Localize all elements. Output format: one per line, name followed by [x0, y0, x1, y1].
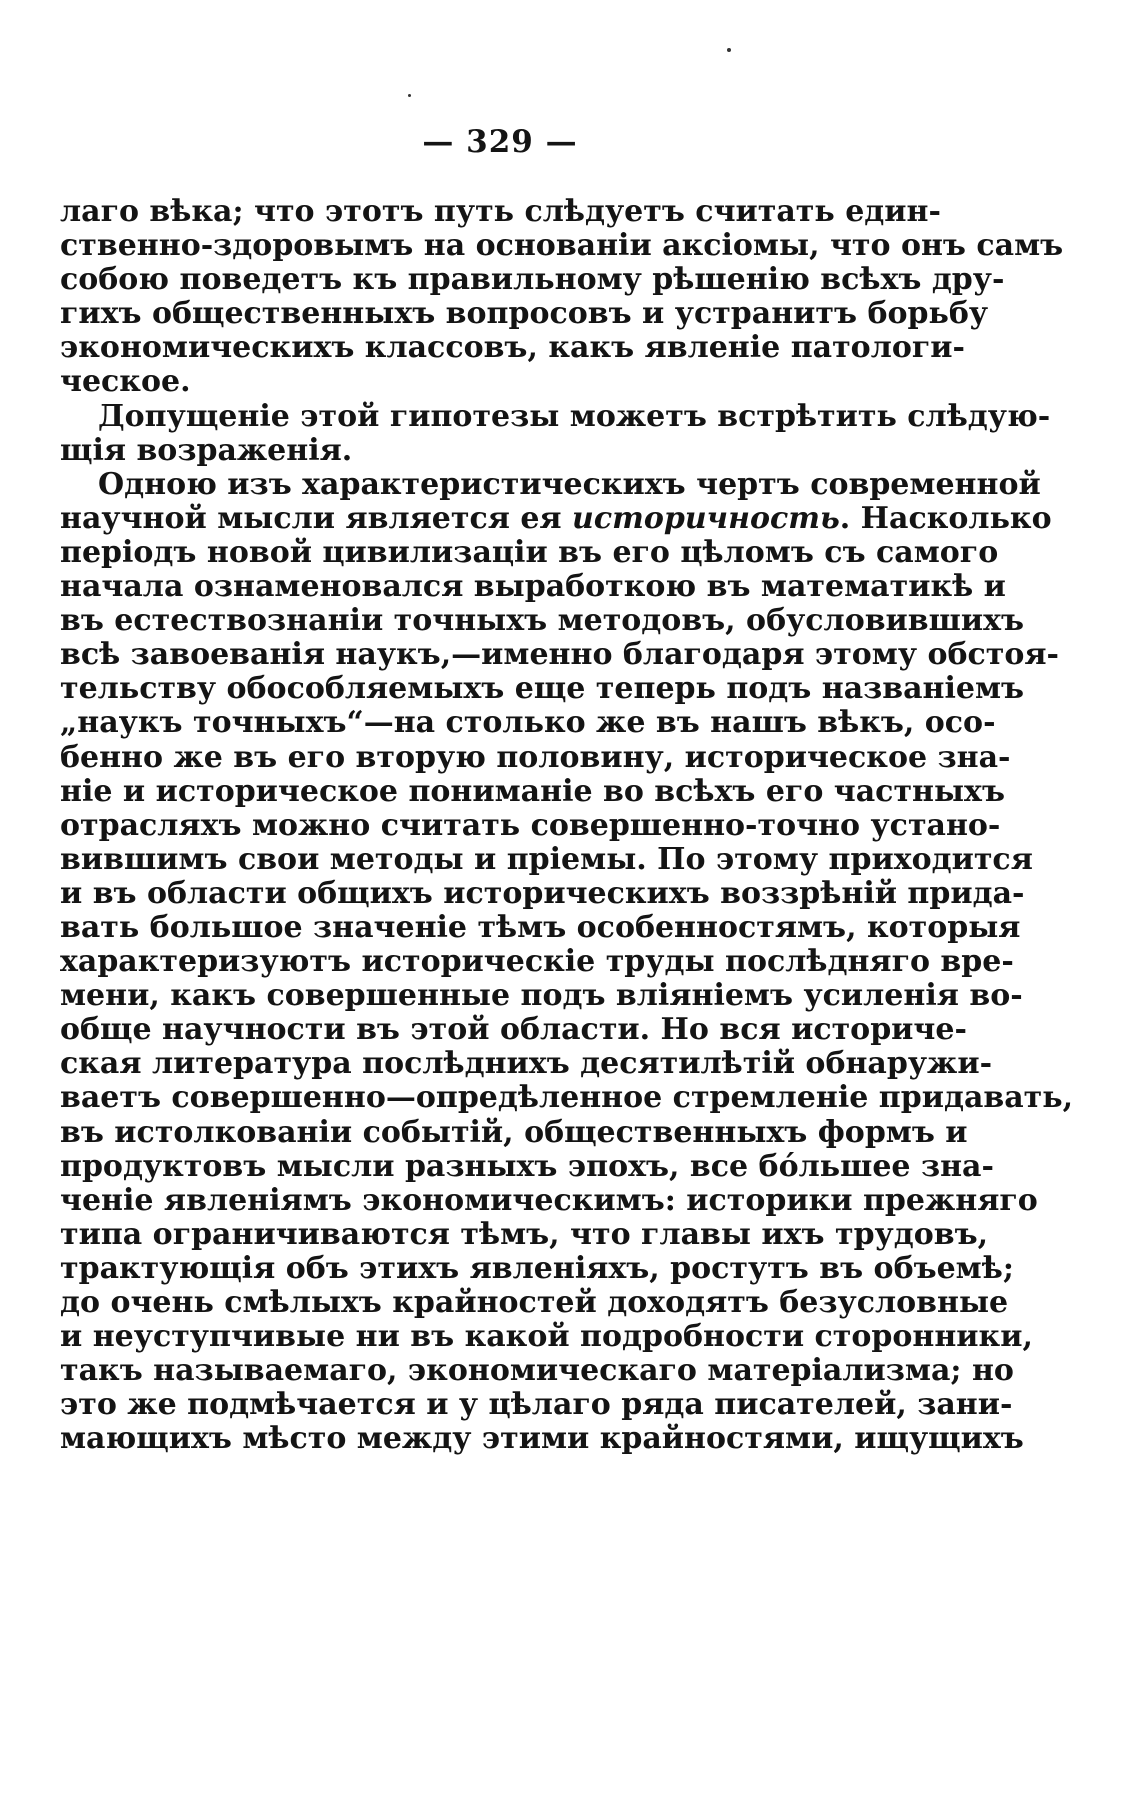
text-line: щiя возраженiя.	[60, 432, 353, 468]
text-line: обще научности въ этой области. Но вся историче-	[60, 1012, 967, 1048]
text-line: „наукъ точныхъ“—на столько же въ нашъ вѣкъ, осо-	[60, 705, 996, 741]
text-line: мающихъ мѣсто между этими крайностями, ищущихъ	[60, 1421, 1024, 1457]
text-line: до очень смѣлыхъ крайностей доходятъ безусловные	[60, 1285, 1009, 1320]
text-line: гихъ общественныхъ вопросовъ и устранитъ борьбу	[60, 296, 989, 332]
text-line: экономическихъ классовъ, какъ явленiе патологи-	[60, 330, 965, 366]
text-line: продуктовъ мысли разныхъ эпохъ, все бóльшее зна-	[60, 1148, 994, 1184]
text-line: лаго вѣка; что этотъ путь слѣдуетъ считать един-	[60, 194, 941, 229]
text-line: ваетъ совершенно—опредѣленное стремленiе придавать,	[60, 1080, 1074, 1116]
text-line: отрасляхъ можно считать совершенно-точно устано-	[60, 807, 1001, 843]
text-line: начала ознаменовался выработкою въ математикѣ и	[60, 569, 1006, 605]
speck	[408, 94, 411, 97]
text-line: Допущенiе этой гипотезы можетъ встрѣтить слѣдую-	[98, 398, 1051, 434]
text-line: и въ области общихъ историческихъ воззрѣнiй прида-	[60, 875, 1025, 911]
body-text	[60, 194, 1074, 1457]
text-line: типа ограничиваются тѣмъ, что главы ихъ трудовъ,	[60, 1216, 989, 1252]
page-number: — 329 —	[422, 124, 578, 160]
text-line: ская литература послѣднихъ десятилѣтiй обнаружи-	[60, 1046, 993, 1082]
text-line: ственно-здоровымъ на основанiи аксiомы, что онъ самъ	[60, 228, 1064, 264]
text-line: характеризуютъ историческiе труды послѣдняго вре-	[60, 944, 1014, 980]
text-line: ческое.	[60, 364, 191, 400]
text-line: въ естествознанiи точныхъ методовъ, обусловившихъ	[60, 603, 1025, 639]
text-line: перiодъ новой цивилизацiи въ его цѣломъ съ самого	[60, 534, 999, 570]
text-line: это же подмѣчается и у цѣлаго ряда писателей, зани-	[60, 1387, 1013, 1423]
text-line: Одною изъ характеристическихъ чертъ современной	[98, 466, 1041, 502]
text-line: собою поведетъ къ правильному рѣшенiю всѣхъ дру-	[60, 262, 1005, 298]
speck	[727, 48, 731, 52]
text-line: бенно же въ его вторую половину, историческое зна-	[60, 739, 1011, 775]
text-segment: научной мысли является ея	[60, 500, 562, 536]
text-line: ченiе явленiямъ экономическимъ: историки прежняго	[60, 1182, 1038, 1218]
text-line: и неуступчивые ни въ какой подробности сторонники,	[60, 1319, 1033, 1355]
text-line: нiе и историческое пониманiе во всѣхъ его частныхъ	[60, 773, 1005, 809]
text-line: вать большое значенiе тѣмъ особенностямъ, которыя	[60, 909, 1021, 945]
text-segment: . Насколько	[839, 500, 1052, 536]
text-line: вившимъ свои методы и прiемы. По этому приходится	[60, 841, 1033, 877]
text-line: трактующiя объ этихъ явленiяхъ, ростутъ въ объемѣ;	[60, 1250, 1014, 1286]
text-line-with-italic	[60, 500, 1052, 536]
text-line: тельству обособляемыхъ еще теперь подъ названiемъ	[60, 671, 1025, 707]
italic-term: историчность	[572, 500, 840, 536]
text-line: мени, какъ совершенные подъ влiянiемъ усиленiя во-	[60, 978, 1023, 1014]
text-line: всѣ завоеванiя наукъ,—именно благодаря этому обстоя-	[60, 637, 1059, 673]
text-line: такъ называемаго, экономическаго матерiализма; но	[60, 1353, 1014, 1389]
text-line: въ истолкованiи событiй, общественныхъ формъ и	[60, 1114, 968, 1150]
